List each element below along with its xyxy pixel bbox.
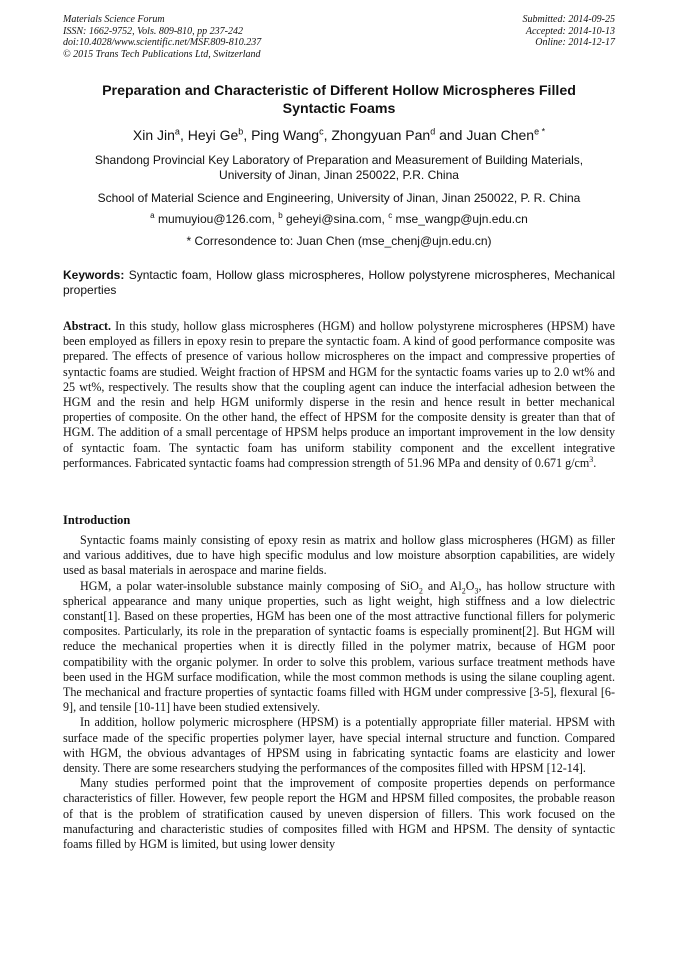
keywords-label: Keywords:	[63, 268, 125, 282]
affiliation-1: Shandong Provincial Key Laboratory of Preparation and Measurement of Building Materials, University of Jinan, Jinan 250022, P.R. China	[94, 153, 584, 182]
paper-title	[50, 82, 628, 118]
correspondence-line: * Corresondence to: Juan Chen (mse_chenj@ujn.edu.cn)	[186, 234, 492, 248]
abstract-label: Abstract.	[63, 319, 112, 333]
section-heading-introduction: Introduction	[63, 513, 131, 527]
issn-line: ISSN: 1662-9752, Vols. 809-810, pp 237-242	[63, 25, 243, 37]
author: Juan Chen$^{e *}$	[466, 126, 546, 143]
keywords	[63, 268, 615, 298]
intro-paragraph-3: In addition, hollow polymeric microsphere (HPSM) is a potentially appropriate filler material. HPSM with surface made of the specific properties polymer layer, have special internal structure and function. Compared with HGM, the obvious advantages of HPSM using in fabricating syntactic foams are elasticity and lower density. There are some researchers studying the performances of the composites filled with HPSM [12-14].	[63, 715, 615, 776]
author: Heyi Ge$^b$,	[187, 126, 252, 143]
abstract: Abstract. In this study, hollow glass microspheres (HGM) and hollow polystyrene microspheres (HPSM) have been employed as fillers in epoxy resin to prepare the syntactic foam. A kind of good performance composite was prepared. The effects of presence of various hollow microspheres on the impact and compressive properties of syntactic foams are studied. Weight fraction of HPSM and HGM for the syntactic foams varies up to 2.0 wt% and 25 wt%, respectively. The results show that the coupling agent can induce the interfacial adhesion between the HGM and the resin and help HGM uniformly disperse in the resin and hence result in better mechanical properties of composite. On the other hand, the effect of HPSM for the composite density is greater than that of HGM. The addition of a small percentage of HPSM helps produce an important improvement in the low density of syntactic foam. The syntactic foam has uniform stability component and the excellent integrative performances. Fabricated syntactic foams had compression strength of 51.96 MPa and density of 0.671 $g/cm^3$.	[63, 319, 615, 470]
author: Xin Jin$^a$,	[132, 126, 188, 143]
abstract-text: In this study, hollow glass microspheres (HGM) and hollow polystyrene microspheres (HPSM) have been employed as fillers in epoxy resin to prepare the syntactic foam. A kind of good performance composite was prepared. The effects of presence of various hollow microspheres on the impact and compressive properties of syntactic foams are studied. Weight fraction of HPSM and HGM for the syntactic foams varies up to 2.0 wt% and 25 wt%, respectively. The results show that the coupling agent can induce the interfacial adhesion between the HGM and the resin and help HGM uniformly disperse in the resin and hence result in better mechanical properties of composite. On the other hand, the effect of HPSM for the composite density is greater than that of HGM. The addition of a small percentage of HPSM helps produce an important improvement in the low density of syntactic foam. The syntactic foam has uniform stability component and the excellent integrative performances. Fabricated syntactic foams had compression strength of 51.96 MPa and density of 0.671 g/cm	[63, 319, 615, 470]
author-list	[40, 126, 638, 144]
intro-paragraph-4: Many studies performed point that the improvement of composite properties depends on performance characteristics of filler. However, few people report the HGM and HPSM filled composites, the probable reason of that is the problem of stratification caused by uneven dispersion of fillers. This work focused on the manufacturing and characteristic studies of composites filled with HGM and HPSM. The density of syntactic foams filled by HGM is limited, but using lower density	[63, 776, 615, 852]
affiliation-2: School of Material Science and Engineering, University of Jinan, Jinan 250022, P. R. China	[97, 191, 581, 205]
copyright-line: © 2015 Trans Tech Publications Ltd, Switzerland	[63, 48, 261, 60]
intro-paragraph-2: HGM, a polar water-insoluble substance mainly composing of SiO$_2$ and $Al_2O_3$, has hollow structure with spherical appearance and many unique properties, such as light weight, high stiffness and a low dielectric constant[1]. Based on these properties, HGM has been one of the most attractive functional fillers for polymeric composites. Particularly, its role in the preparation of syntactic foams is especially prominent[2]. But HGM will reduce the mechanical properties when it is directly filled in the polymer matrix, because of HGM poor compatibility with the organic polymer. In order to solve this problem, various surface treatment methods have been used in the HGM surface modification, while the most common methods is using the silane coupling agent. The mechanical and fracture properties of syntactic foams filled with HGM under compressive [3-5], flexural [6-9], and tensile [10-11] have been studied extensively.	[63, 578, 615, 715]
journal-header-right	[523, 14, 616, 49]
keywords-text: Syntactic foam, Hollow glass microspheres, Hollow polystyrene microspheres, Mechanical properties	[63, 268, 615, 297]
online-date: Online: 2014-12-17	[535, 37, 615, 49]
accepted-date: Accepted: 2014-10-13	[525, 25, 615, 37]
title-line-2: Syntactic Foams	[282, 101, 396, 117]
introduction-body	[63, 533, 615, 852]
title-line-1: Preparation and Characteristic of Different Hollow Microspheres Filled	[102, 83, 576, 99]
doi-line: doi:10.4028/www.scientific.net/MSF.809-810.237	[63, 37, 262, 49]
submitted-date: Submitted: 2014-09-25	[522, 14, 615, 25]
author: Ping Wang$^c$,	[251, 126, 332, 143]
intro-paragraph-1: Syntactic foams mainly consisting of epoxy resin as matrix and hollow glass microspheres (HGM) as filler and various additives, due to have high specific modulus and low moisture absorption capabilities, are widely used as basal materials in aerospace and marine fields.	[63, 533, 615, 578]
author: Zhongyuan Pan$^d$ and	[331, 126, 467, 143]
journal-name: Materials Science Forum	[63, 14, 165, 25]
journal-header-left	[63, 14, 261, 60]
email-list: $^a$ mumuyiou@126.com, $^b$ geheyi@sina.com, $^c$ mse_wangp@ujn.edu.cn	[150, 211, 528, 226]
